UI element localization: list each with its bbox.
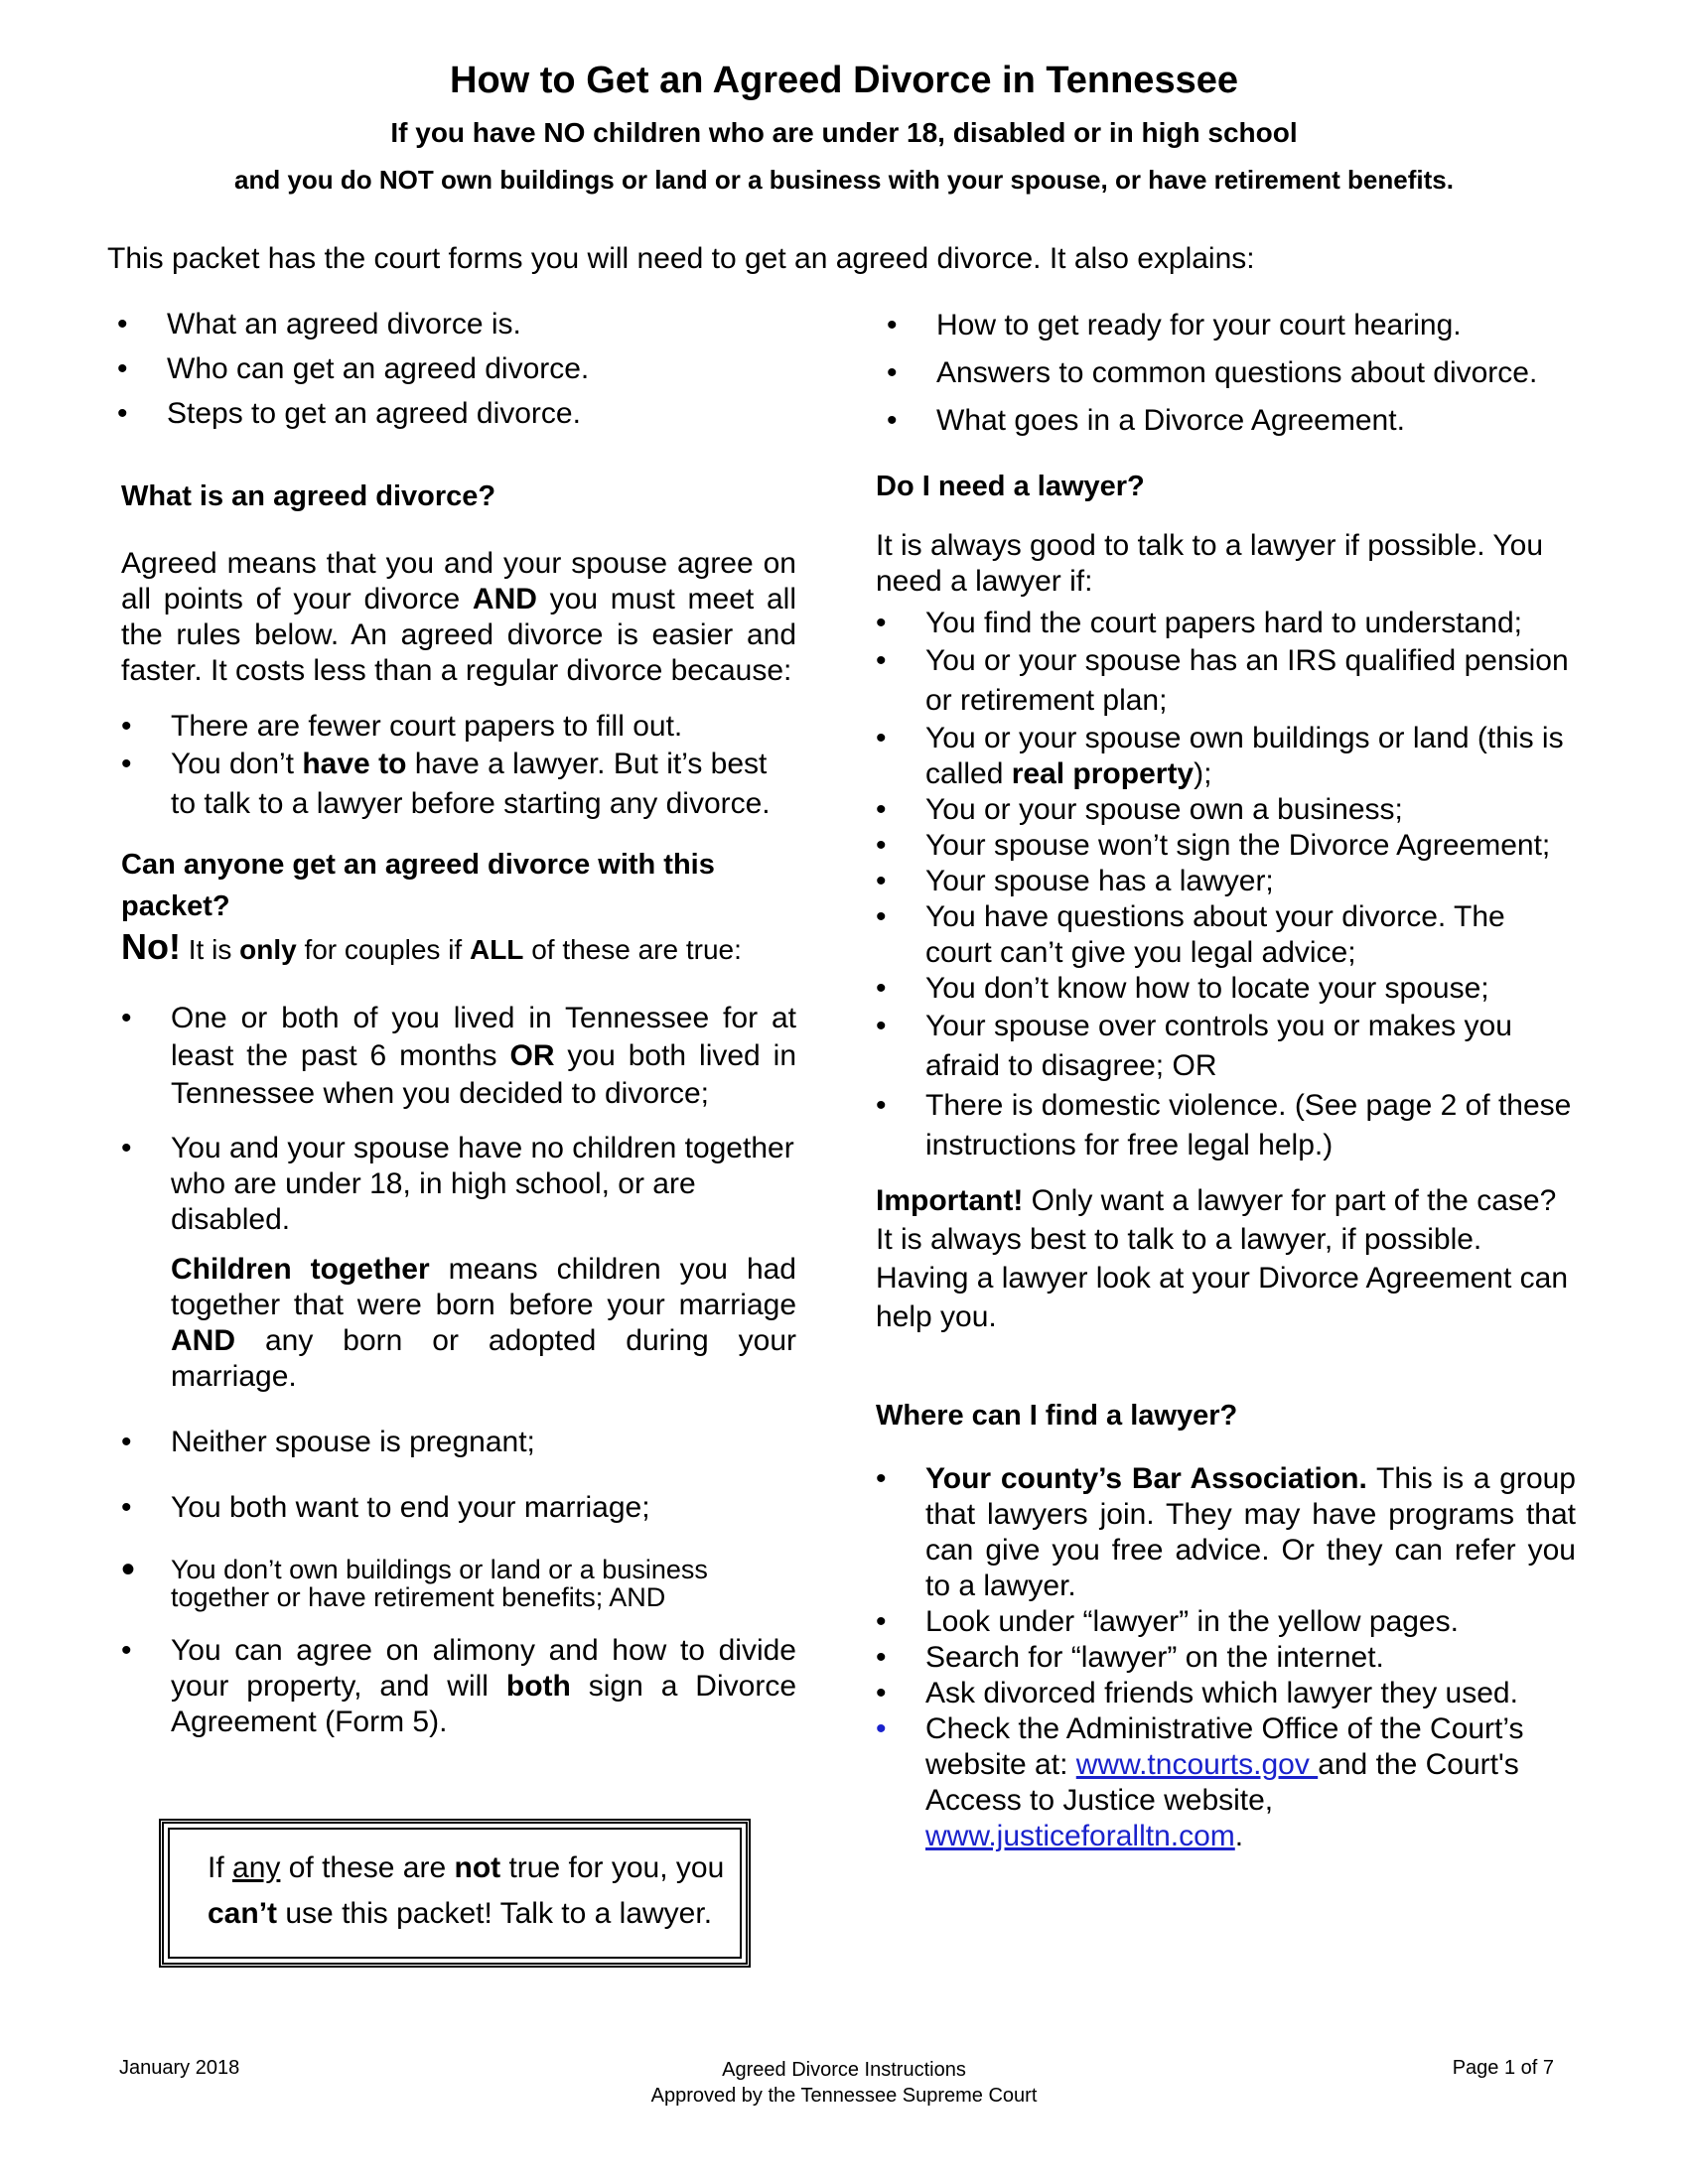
list-item: • Neither spouse is pregnant; bbox=[121, 1426, 535, 1458]
footer-page-number: Page 1 of 7 bbox=[1452, 2057, 1554, 2079]
no-statement: No! It is only for couples if ALL of these are true: bbox=[121, 926, 742, 967]
left-column bbox=[121, 478, 796, 1740]
list-item: • You or your spouse own buildings or land (this is called real property); bbox=[876, 722, 1564, 790]
list-item: • You don’t own buildings or land or a business together or have retirement benefits; AND bbox=[121, 1548, 708, 1612]
list-item: • Search for “lawyer” on the internet. bbox=[876, 1641, 1384, 1674]
warning-line-1: If any of these are not true for you, you bbox=[208, 1851, 725, 1884]
section-heading-what-is: What is an agreed divorce? bbox=[121, 480, 496, 512]
list-item: • Your spouse over controls you or makes you afraid to disagree; OR bbox=[876, 1010, 1512, 1082]
important-note: Important! Only want a lawyer for part of the case? It is always best to talk to a lawyer, if possible. Having a lawyer look at your Divorce Agreement can help you. bbox=[876, 1184, 1569, 1333]
list-item: • You don’t have to have a lawyer. But it’s best to talk to a lawyer before starting any divorce. bbox=[121, 748, 771, 820]
warning-line-2: can’t use this packet! Talk to a lawyer. bbox=[208, 1897, 713, 1930]
list-item: • Your spouse won’t sign the Divorce Agreement; bbox=[876, 829, 1551, 862]
list-item: • Answers to common questions about divorce. bbox=[887, 356, 1538, 389]
list-item: • Check the Administrative Office of the Court’s website at: www.tncourts.gov and the Court's Access to Justice website, www.justiceforalltn.com. bbox=[876, 1712, 1524, 1852]
tncourts-link[interactable]: www.tncourts.gov bbox=[1075, 1748, 1319, 1781]
list-item: • You have questions about your divorce. The court can’t give you legal advice; bbox=[876, 900, 1505, 969]
list-item: • Your spouse has a lawyer; bbox=[876, 865, 1274, 897]
warning-box bbox=[159, 1819, 751, 1968]
list-item: • You and your spouse have no children together who are under 18, in high school, or are disabled. bbox=[121, 1132, 794, 1236]
list-item: • You or your spouse has an IRS qualified pension or retirement plan; bbox=[876, 644, 1569, 717]
footer-date: January 2018 bbox=[119, 2057, 240, 2079]
explains-right-list bbox=[887, 302, 1602, 445]
list-item: • You both want to end your marriage; bbox=[121, 1491, 650, 1524]
intro-text: This packet has the court forms you will need to get an agreed divorce. It also explains: bbox=[107, 242, 1255, 275]
list-item: • How to get ready for your court hearing. bbox=[887, 309, 1462, 341]
subtitle-property: and you do NOT own buildings or land or a business with your spouse, or have retirement benefits. bbox=[234, 165, 1454, 195]
section-heading-find-lawyer: Where can I find a lawyer? bbox=[876, 1400, 1238, 1432]
list-item: • You can agree on alimony and how to divide your property, and will both sign a Divorce Agreement (Form 5). bbox=[121, 1634, 797, 1738]
section-heading-can-anyone: Can anyone get an agreed divorce with this packet? bbox=[121, 849, 715, 922]
list-item: • You or your spouse own a business; bbox=[876, 793, 1403, 826]
page-title: How to Get an Agreed Divorce in Tennessee bbox=[450, 60, 1238, 101]
what-is-paragraph: Agreed means that you and your spouse agree on all points of your divorce AND you must meet all the rules below. An agreed divorce is easier and faster. It costs less than a regular divorce because: bbox=[121, 547, 796, 687]
list-item: • There are fewer court papers to fill out. bbox=[121, 710, 683, 743]
justiceforalltn-link[interactable]: www.justiceforalltn.com bbox=[925, 1820, 1235, 1852]
section-heading-need-lawyer: Do I need a lawyer? bbox=[876, 471, 1145, 502]
list-item: • You find the court papers hard to understand; bbox=[876, 607, 1522, 639]
list-item: • There is domestic violence. (See page 2 of these instructions for free legal help.) bbox=[876, 1089, 1572, 1161]
list-item: • Your county’s Bar Association. This is a group that lawyers join. They may have programs that can give you free advice. Or they can refer you to a lawyer. bbox=[876, 1462, 1576, 1602]
list-item: • Who can get an agreed divorce. bbox=[117, 352, 590, 385]
list-item: • What an agreed divorce is. bbox=[117, 308, 521, 341]
list-item: • Steps to get an agreed divorce. bbox=[117, 397, 581, 430]
need-lawyer-intro: It is always good to talk to a lawyer if possible. You need a lawyer if: bbox=[876, 529, 1544, 598]
subtitle-children: If you have NO children who are under 18, disabled or in high school bbox=[390, 117, 1298, 148]
footer-center: Agreed Divorce Instructions Approved by the Tennessee Supreme Court bbox=[650, 2059, 1038, 2107]
list-item: • Look under “lawyer” in the yellow pages. bbox=[876, 1605, 1459, 1638]
list-item: • You don’t know how to locate your spouse; bbox=[876, 972, 1489, 1005]
list-item: • Ask divorced friends which lawyer they used. bbox=[876, 1677, 1518, 1709]
list-item: • What goes in a Divorce Agreement. bbox=[887, 404, 1405, 437]
right-column bbox=[876, 469, 1576, 1854]
list-item: • One or both of you lived in Tennessee for at least the past 6 months OR you both lived in Tennessee when you decided to divorce; bbox=[121, 1002, 796, 1110]
explains-left-list bbox=[117, 302, 812, 436]
children-together-note: Children together means children you had together that were born before your marriage AND any born or adopted during your marriage. bbox=[171, 1253, 796, 1393]
